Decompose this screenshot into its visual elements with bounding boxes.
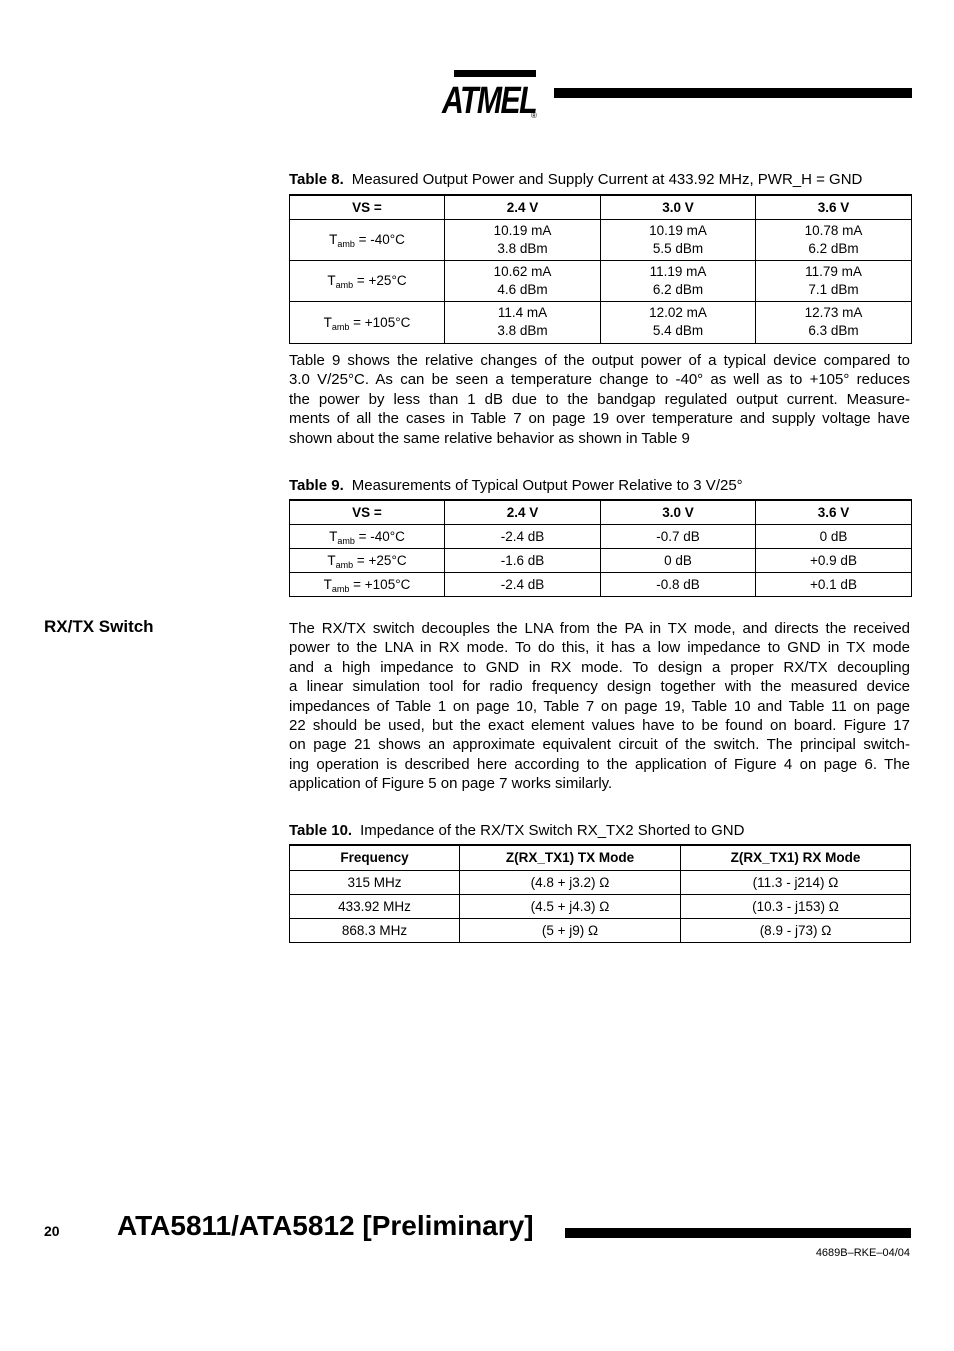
table10-caption: Table 10. Impedance of the RX/TX Switch RX_TX2 Shorted to GND — [289, 822, 745, 839]
section-heading: RX/TX Switch — [44, 617, 154, 636]
temperature-cell: $T_{amb} = +105^\circ C$ — [290, 301, 445, 343]
table-cell: 11.79 mA 7.1 dBm — [756, 260, 912, 301]
text-line: impedances of Table 1 on page 10, Table 7 on page 19, Table 10 and Table 11 on page — [289, 697, 910, 715]
body-paragraph — [289, 351, 910, 448]
table-row — [290, 219, 912, 260]
table8 — [289, 194, 912, 344]
table-cell: 315 MHz — [290, 870, 460, 894]
document-code: 4689B–RKE–04/04 — [815, 1247, 910, 1259]
text-line: 3.0 V/25°C. As can be seen a temperature change to -40° as well as to +105° reduces — [289, 371, 910, 389]
table-row — [290, 260, 912, 301]
table-cell: (10.3 - j153) Ω — [681, 894, 911, 918]
table9-header: VS = — [290, 500, 445, 524]
table9-header: 3.0 V — [601, 500, 756, 524]
table-cell: 12.73 mA 6.3 dBm — [756, 301, 912, 343]
temperature-cell: $T_{amb} = -40^\circ C$ — [290, 219, 445, 260]
table-cell: 868.3 MHz — [290, 918, 460, 942]
table-cell: (5 + j9) Ω — [460, 918, 681, 942]
text-line: power to the LNA in RX mode. To do this, it has a low impedance to GND in TX mode — [289, 639, 910, 657]
temperature-cell: $T_{amb} = -40^\circ C$ — [290, 524, 445, 548]
table9-header: 3.6 V — [756, 500, 912, 524]
table-row — [290, 918, 911, 942]
table-cell: +0.9 dB — [756, 548, 912, 572]
temperature-cell: $T_{amb} = +25^\circ C$ — [290, 548, 445, 572]
table9-header: 2.4 V — [445, 500, 601, 524]
footer-rule — [565, 1228, 911, 1238]
table8-header: 3.6 V — [756, 195, 912, 219]
temperature-cell: $T_{amb} = +25^\circ C$ — [290, 260, 445, 301]
text-line: shown about the same relative behavior as shown in Table 9 — [289, 429, 690, 447]
table-cell: 10.78 mA 6.2 dBm — [756, 219, 912, 260]
table-row — [290, 548, 912, 572]
table-cell: -2.4 dB — [445, 572, 601, 596]
table-cell: 433.92 MHz — [290, 894, 460, 918]
table-cell: 10.62 mA 4.6 dBm — [445, 260, 601, 301]
document-title: ATA5811/ATA5812 [Preliminary] — [117, 1210, 534, 1241]
text-line: ments of all the cases in Table 7 on page 19 over temperature and supply voltage have — [289, 410, 910, 428]
table-row — [290, 301, 912, 343]
temperature-cell: $T_{amb} = +105^\circ C$ — [290, 572, 445, 596]
table-cell: -0.7 dB — [601, 524, 756, 548]
table10-header: Frequency — [290, 845, 460, 870]
table-cell: -0.8 dB — [601, 572, 756, 596]
text-line: and a high impedance to GND in RX mode. To design a proper RX/TX decoupling — [289, 658, 910, 676]
atmel-logo — [440, 70, 540, 118]
text-line: ing operation is described here according to the application of Figure 4 on page 6. The — [289, 755, 910, 773]
table8-header: VS = — [290, 195, 445, 219]
table-cell: -1.6 dB — [445, 548, 601, 572]
table10-header: Z(RX_TX1) RX Mode — [681, 845, 911, 870]
table-cell: 12.02 mA 5.4 dBm — [601, 301, 756, 343]
text-line: The RX/TX switch decouples the LNA from the PA in TX mode, and directs the received — [289, 620, 910, 637]
table-cell: 0 dB — [756, 524, 912, 548]
table-cell: 11.4 mA 3.8 dBm — [445, 301, 601, 343]
header-rule — [554, 88, 912, 98]
text-line: Table 9 shows the relative changes of the output power of a typical device compared to — [289, 352, 910, 369]
svg-text:ATMEL: ATMEL — [441, 80, 536, 118]
table-cell: 10.19 mA 3.8 dBm — [445, 219, 601, 260]
table9 — [289, 499, 912, 597]
text-line: 22 should be used, but the exact element values have to be found on board. Figure 17 — [289, 716, 910, 734]
table-cell: (11.3 - j214) Ω — [681, 870, 911, 894]
table-cell: 10.19 mA 5.5 dBm — [601, 219, 756, 260]
table-row — [290, 524, 912, 548]
body-paragraph — [289, 619, 910, 794]
table10 — [289, 844, 911, 943]
page-number: 20 — [44, 1223, 60, 1239]
table10-header: Z(RX_TX1) TX Mode — [460, 845, 681, 870]
table-cell: (8.9 - j73) Ω — [681, 918, 911, 942]
table-row — [290, 572, 912, 596]
svg-text:®: ® — [531, 111, 537, 118]
table8-caption: Table 8. Measured Output Power and Supply Current at 433.92 MHz, PWR_H = GND — [289, 171, 863, 188]
text-line: the power by less than 1 dB due to the bandgap regulated output current. Measure- — [289, 390, 910, 408]
table9-caption: Table 9. Measurements of Typical Output Power Relative to 3 V/25° — [289, 477, 743, 494]
text-line: application of Figure 5 on page 7 works similarly. — [289, 775, 613, 793]
table-cell: (4.8 + j3.2) Ω — [460, 870, 681, 894]
text-line: a linear simulation tool for radio frequency design together with the measured device — [289, 678, 910, 696]
table8-header: 3.0 V — [601, 195, 756, 219]
table-cell: -2.4 dB — [445, 524, 601, 548]
table-cell: +0.1 dB — [756, 572, 912, 596]
table-row — [290, 870, 911, 894]
table-cell: 11.19 mA 6.2 dBm — [601, 260, 756, 301]
text-line: on page 21 shows an approximate equivalent circuit of the switch. The principal switch- — [289, 736, 910, 754]
table-cell: 0 dB — [601, 548, 756, 572]
table-row — [290, 894, 911, 918]
table8-header: 2.4 V — [445, 195, 601, 219]
table-cell: (4.5 + j4.3) Ω — [460, 894, 681, 918]
